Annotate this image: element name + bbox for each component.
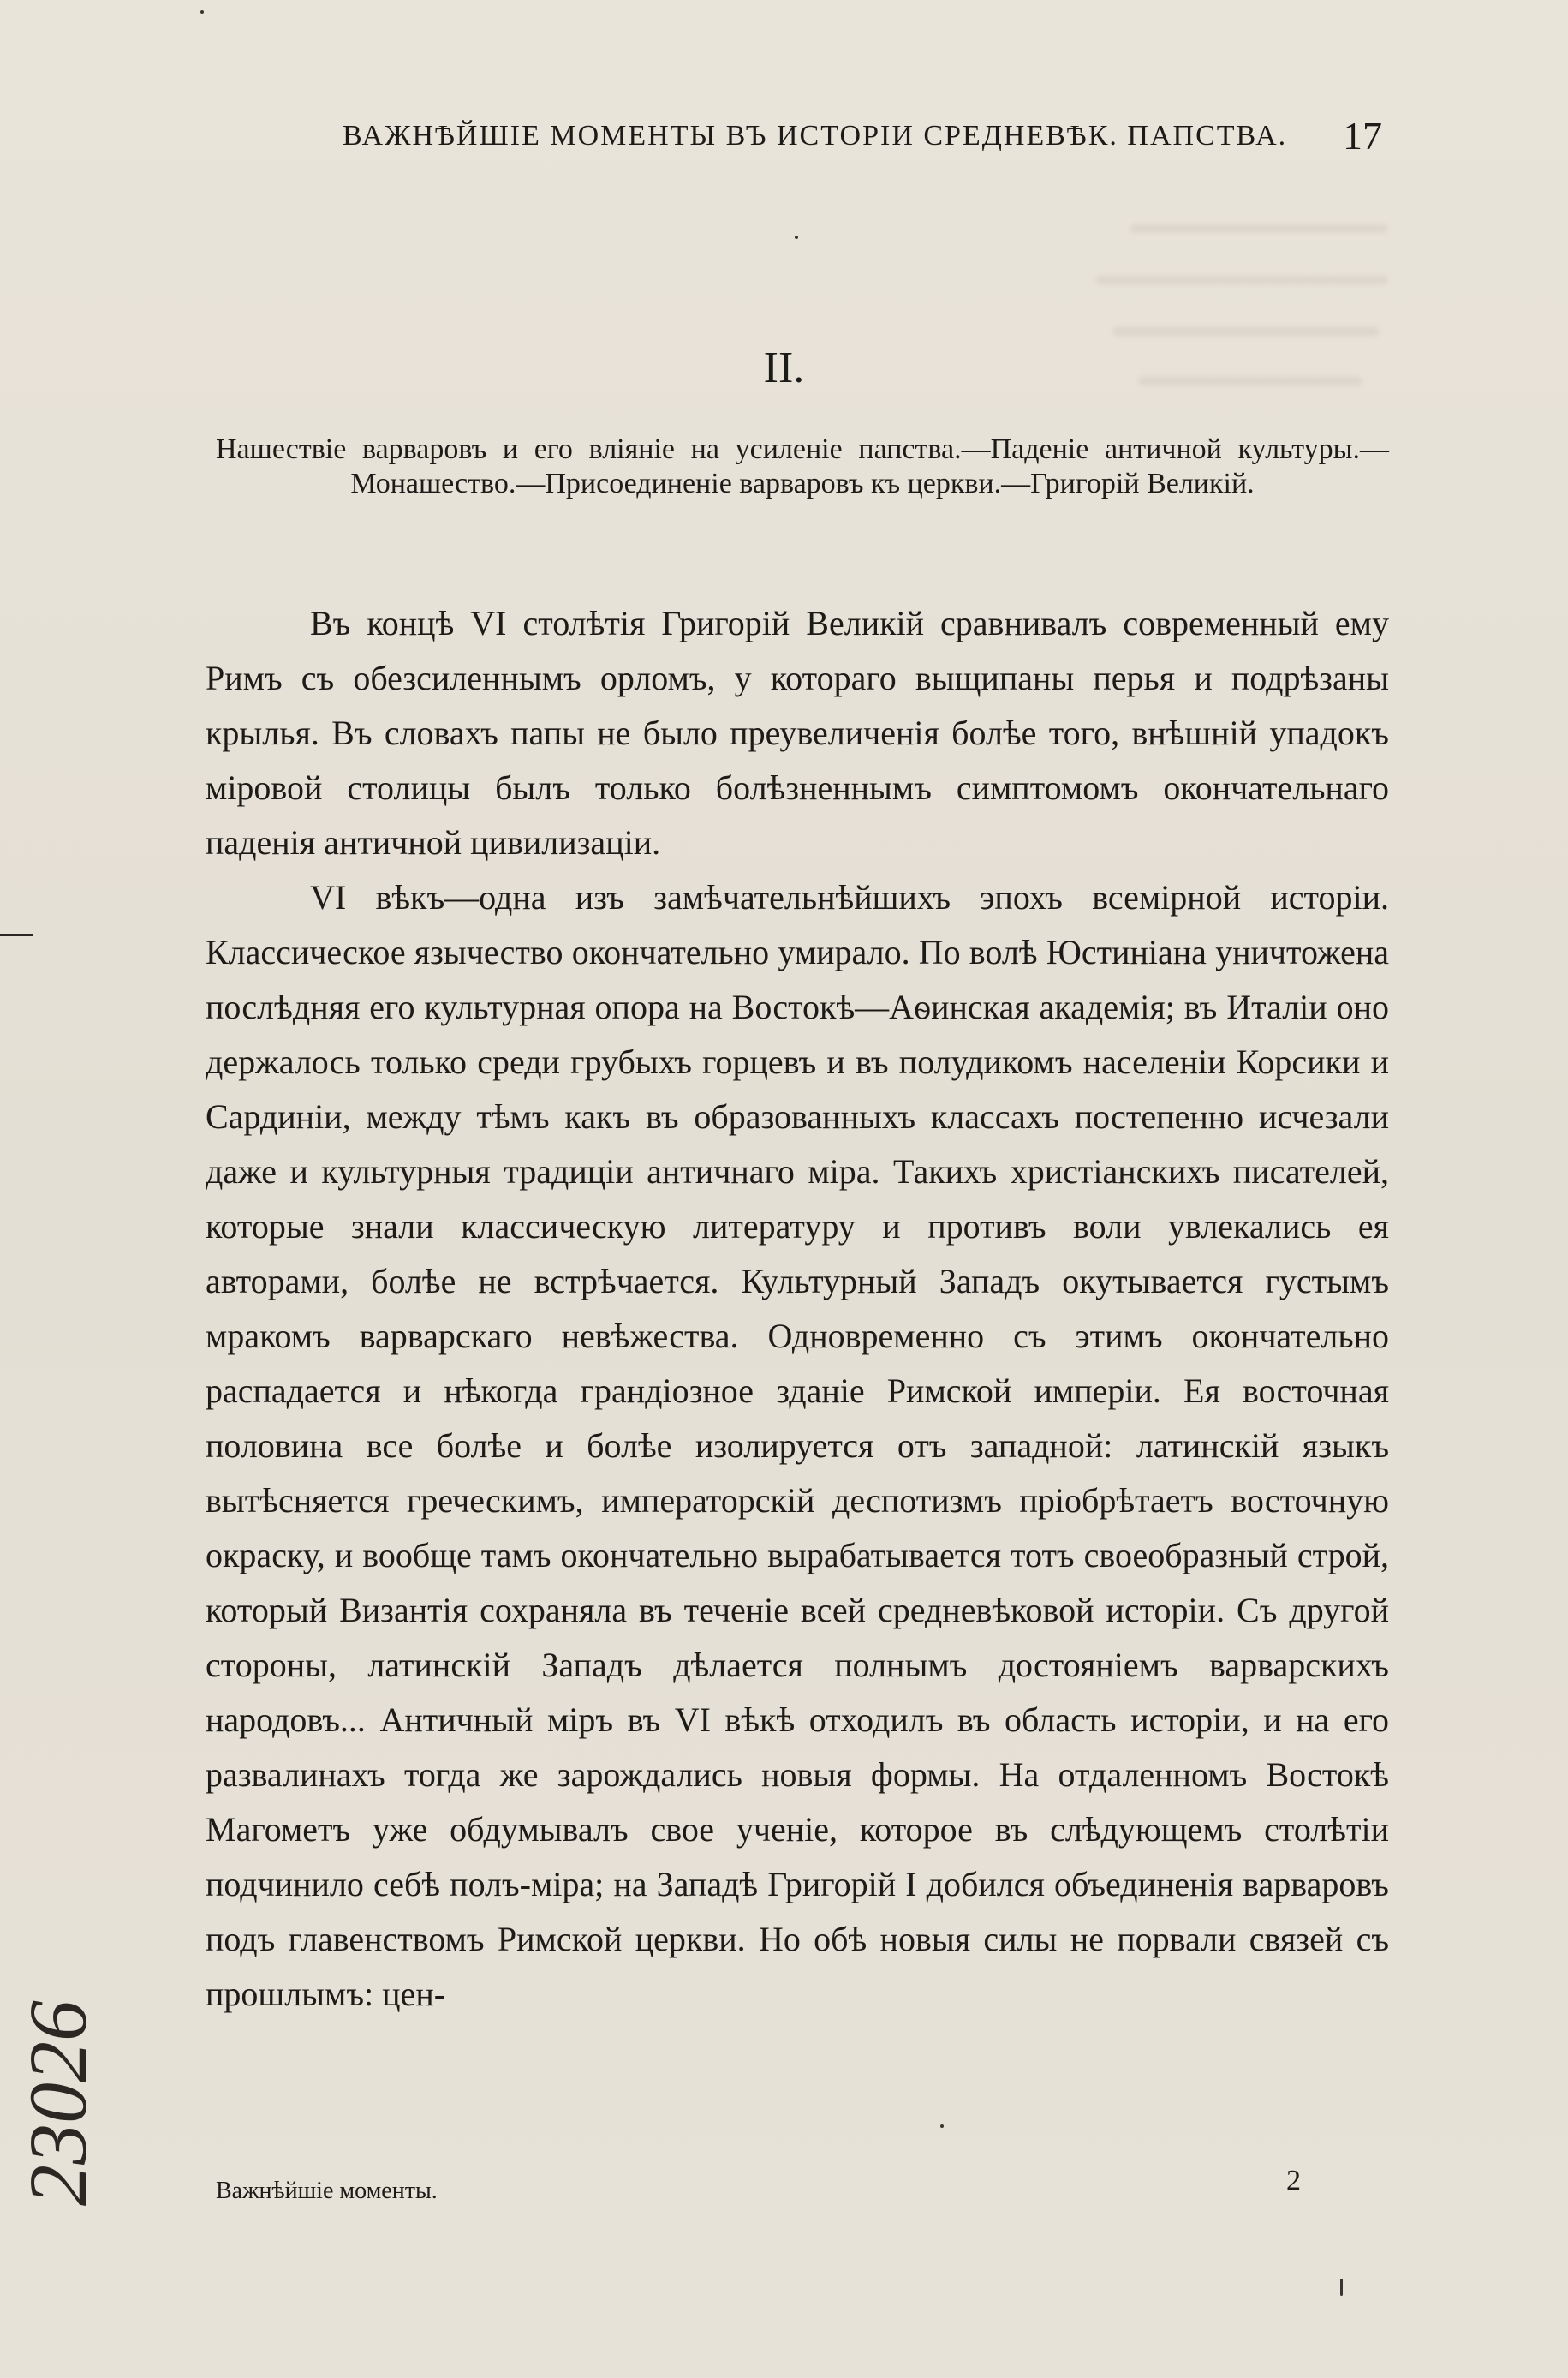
handwritten-shelfmark [12, 1919, 104, 2210]
paragraph: Въ концѣ VI столѣтія Григорій Великій сравнивалъ современный ему Римъ съ обезсиленнымъ орломъ, у котораго выщипаны перья и подрѣзаны крылья. Въ словахъ папы не было преувеличенія болѣе того, внѣшній упадокъ міровой столицы былъ только болѣзненнымъ симптомомъ окончательнаго паденія античной цивилизаціи. [206, 604, 1389, 862]
section-number: II. [763, 344, 805, 392]
speck [940, 2124, 944, 2128]
bleed-through-mark [1096, 276, 1387, 284]
sheet-number: 2 [1286, 2165, 1301, 2196]
body-text [206, 596, 1389, 2022]
section-summary: Нашествіе варваровъ и его вліяніе на усиленіе папства.—Паденіе античной культуры.—Монашество.—Присоединеніе варваровъ къ церкви.—Григорій Великій. [216, 433, 1389, 499]
running-head: ВАЖНѢЙШІЕ МОМЕНТЫ ВЪ ИСТОРІИ СРЕДНЕВѢК. ПАПСТВА. [343, 120, 1288, 152]
speck [200, 10, 204, 14]
page-number: 17 [1343, 114, 1382, 158]
signature-mark: Важнѣйшіе моменты. [216, 2178, 438, 2204]
paragraph: VI вѣкъ—одна изъ замѣчательнѣйшихъ эпохъ всемірной исторіи. Классическое язычество окончательно умирало. По волѣ Юстиніана уничтожена послѣдняя его культурная опора на Востокѣ—Аѳинская академія; въ Италіи оно держалось только среди грубыхъ горцевъ и въ полудикомъ населеніи Корсики и Сардиніи, между тѣмъ какъ въ образованныхъ классахъ постепенно исчезали даже и культурныя традиціи античнаго міра. Такихъ христіанскихъ писателей, которые знали классическую литературу и противъ воли увлекались ея авторами, болѣе не встрѣчается. Культурный Западъ окутывается густымъ мракомъ варварскаго невѣжества. Одновременно съ этимъ окончательно распадается и нѣкогда грандіозное зданіе Римской имперіи. Ея восточная половина все болѣе и болѣе изолируется отъ западной: латинскій языкъ вытѣсняется греческимъ, императорскій деспотизмъ пріобрѣтаетъ восточную окраску, и вообще тамъ окончательно вырабатывается тотъ своеобразный строй, который Византія сохраняла въ теченіе всей средневѣковой исторіи. Съ другой стороны, латинскій Западъ дѣлается полнымъ достояніемъ варварскихъ народовъ... Античный міръ въ VI вѣкѣ отходилъ въ область исторіи, и на его развалинахъ тогда же зарождались новыя формы. На отдаленномъ Востокѣ Магометъ уже обдумывалъ свое ученіе, которое въ слѣдующемъ столѣтіи подчинило себѣ полъ-міра; на Западѣ Григорій I добился объединенія варваровъ подъ главенствомъ Римской церкви. Но обѣ новыя силы не порвали связей съ прошлымъ: цен- [206, 878, 1389, 2013]
edge-mark [0, 934, 33, 936]
bleed-through-mark [1130, 224, 1387, 233]
svg-text:23026: 23026 [12, 2000, 104, 2206]
speck [1340, 2279, 1343, 2296]
speck [795, 236, 798, 239]
bleed-through-mark [1113, 327, 1379, 336]
